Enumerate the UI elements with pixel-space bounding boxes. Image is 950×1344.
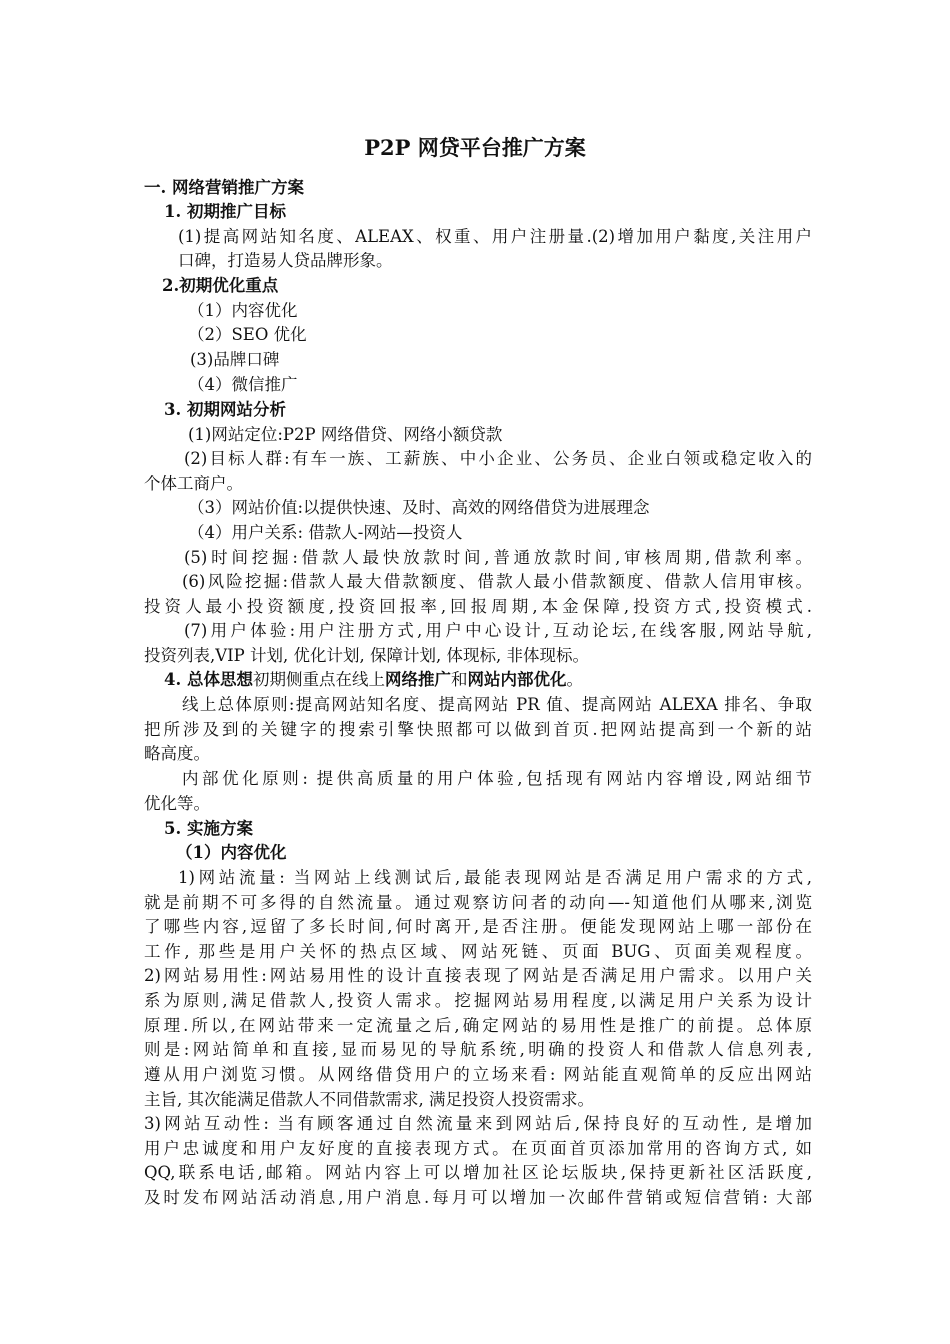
text-phrase: 和: [450, 670, 468, 689]
text-line: 原理.所以,在网站带来一定流量之后,确定网站的易用性是推广的前提。总体原: [144, 1016, 812, 1035]
text-line: (7)用户体验:用户注册方式,用户中心设计,互动论坛,在线客服,网站导航,: [184, 621, 812, 640]
text-line: 1)网站流量: 当网站上线测试后,最能表现网站是否满足用户需求的方式,: [178, 868, 812, 887]
text-line: 优化等。: [144, 794, 210, 813]
text-line: （4）微信推广: [188, 375, 298, 394]
text-line: 工作, 那些是用户关怀的热点区域、网站死链、页面 BUG、页面美观程度。: [144, 942, 812, 961]
text-line: 系为原则,满足借款人,投资人需求。挖掘网站易用程度,以满足用户关系为设计: [144, 991, 812, 1010]
overall-idea-line: [164, 668, 832, 693]
text-line: 略高度。: [144, 744, 210, 763]
text-line: 内部优化原则: 提供高质量的用户体验,包括现有网站内容增设,网站细节: [182, 769, 812, 788]
text-line: QQ,联系电话,邮箱。网站内容上可以增加社区论坛版块,保持更新社区活跃度,: [144, 1163, 812, 1182]
text-line: （1）内容优化: [188, 301, 298, 320]
text-line: 3)网站互动性: 当有顾客通过自然流量来到网站后,保持良好的互动性, 是增加: [144, 1114, 812, 1133]
text-line: 用户忠诚度和用户友好度的直接表现方式。在页面首页添加常用的咨询方式, 如: [144, 1139, 812, 1158]
section-heading: 5. 实施方案: [164, 819, 253, 838]
text-line: 就是前期不可多得的自然流量。通过观察访问者的动向—-知道他们从哪来,浏览: [144, 893, 812, 912]
text-line: 投资列表,VIP 计划, 优化计划, 保障计划, 体现标, 非体现标。: [144, 646, 589, 665]
text-line: (5)时间挖掘:借款人最快放款时间,普通放款时间,审核周期,借款利率。: [184, 548, 812, 567]
page-title: P2P 网贷平台推广方案: [364, 135, 586, 160]
text-line: 口碑，打造易人贷品牌形象。: [178, 251, 393, 270]
text-line: (2)目标人群:有车一族、工薪族、中小企业、公务员、企业白领或稳定收入的: [184, 449, 812, 468]
text-line: 及时发布网站活动消息,用户消息.每月可以增加一次邮件营销或短信营销: 大部: [144, 1188, 812, 1207]
section-heading: （1）内容优化: [176, 843, 287, 862]
text-line: 则是:网站简单和直接,显而易见的导航系统,明确的投资人和借款人信息列表,: [144, 1040, 812, 1059]
text-line: 投资人最小投资额度,投资回报率,回报周期,本金保障,投资方式,投资模式.: [144, 597, 812, 616]
text-line: （2）SEO 优化: [188, 325, 307, 344]
section-heading: 1. 初期推广目标: [164, 202, 286, 221]
text-line: (1)提高网站知名度、ALEAX、权重、用户注册量.(2)增加用户黏度,关注用户: [178, 227, 812, 246]
text-line: (1)网站定位:P2P 网络借贷、网络小额贷款: [188, 425, 503, 444]
text-line: （3）网站价值:以提供快速、及时、高效的网络借贷为进展理念: [188, 498, 650, 517]
bold-phrase: 4. 总体思想: [164, 670, 253, 689]
text-phrase: 。: [566, 670, 583, 689]
text-phrase: 初期侧重点在线上: [252, 670, 385, 689]
text-line: （4）用户关系: 借款人-网站—投资人: [188, 523, 463, 542]
text-line: 2)网站易用性:网站易用性的设计直接表现了网站是否满足用户需求。以用户关: [144, 966, 812, 985]
text-line: 遵从用户浏览习惯。从网络借贷用户的立场来看: 网站能直观简单的反应出网站: [144, 1065, 812, 1084]
text-line: (3)品牌口碑: [190, 350, 280, 369]
section-heading: 一. 网络营销推广方案: [144, 178, 304, 197]
bold-phrase: 网络推广: [384, 670, 451, 689]
section-heading: 2.初期优化重点: [162, 276, 279, 295]
text-line: 个体工商户。: [144, 474, 243, 493]
text-line: 主旨, 其次能满足借款人不同借款需求, 满足投资人投资需求。: [144, 1090, 594, 1109]
text-line: 了哪些内容,逗留了多长时间,何时离开,是否注册。便能发现网站上哪一部份在: [144, 917, 812, 936]
bold-phrase: 网站内部优化: [467, 670, 567, 689]
text-line: 线上总体原则:提高网站知名度、提高网站 PR 值、提高网站 ALEXA 排名、争取: [182, 695, 812, 714]
text-line: (6)风险挖掘:借款人最大借款额度、借款人最小借款额度、借款人信用审核。: [182, 572, 812, 591]
text-line: 把所涉及到的关键字的搜索引擎快照都可以做到首页.把网站提高到一个新的站: [144, 720, 812, 739]
section-heading: 3. 初期网站分析: [164, 400, 286, 419]
